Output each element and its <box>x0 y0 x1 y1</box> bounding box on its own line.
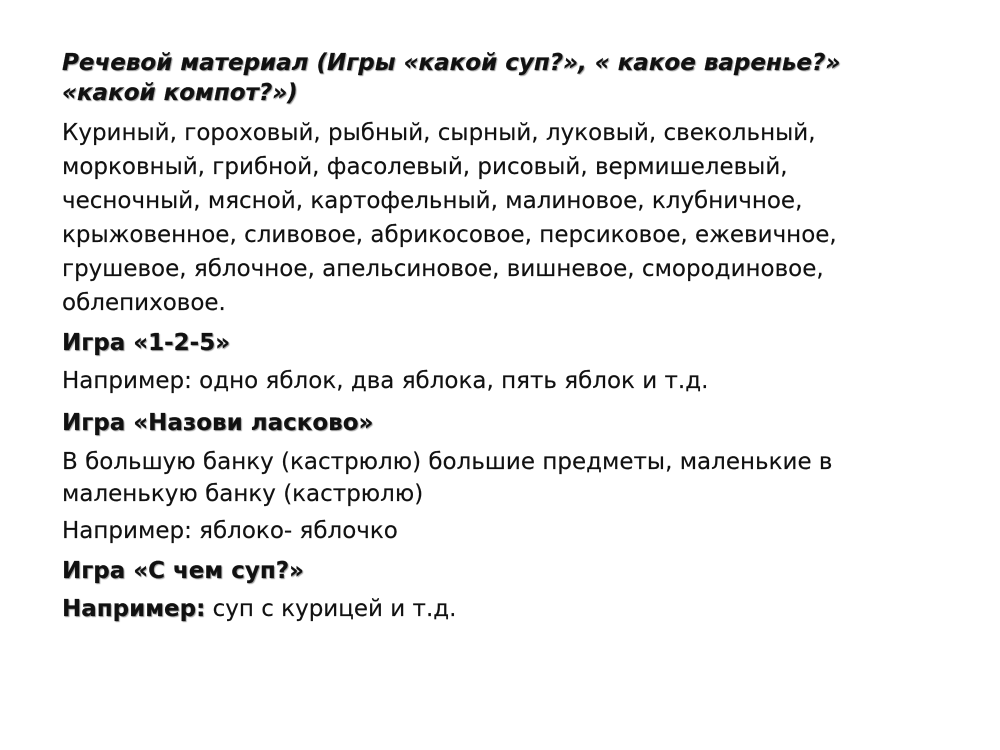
title-line-2: «какой компот?») <box>62 80 298 106</box>
word-list <box>62 116 962 320</box>
game-2-description <box>62 446 962 510</box>
word-list-line: облепиховое. <box>62 290 226 316</box>
game-3-example <box>62 594 962 624</box>
game-2-description-line-1: В большую банку (кастрюлю) большие предметы, маленькие в <box>62 449 833 475</box>
game-2-example: Например: яблоко- яблочко <box>62 518 398 544</box>
game-3-heading: Игра «С чем суп?» <box>62 558 304 584</box>
game-2-description-line-2: маленькую банку (кастрюлю) <box>62 481 424 507</box>
word-list-line: Куриный, гороховый, рыбный, сырный, луковый, свекольный, <box>62 120 816 146</box>
game-2-heading: Игра «Назови ласково» <box>62 410 374 436</box>
game-3-example-text: суп с курицей и т.д. <box>205 596 457 622</box>
slide-title <box>62 48 962 108</box>
title-line-1: Речевой материал (Игры «какой суп?», « какое варенье?» <box>62 50 841 76</box>
slide-content <box>62 48 962 624</box>
game-1-heading: Игра «1-2-5» <box>62 330 231 356</box>
word-list-line: крыжовенное, сливовое, абрикосовое, персиковое, ежевичное, <box>62 222 837 248</box>
word-list-line: грушевое, яблочное, апельсиновое, вишневое, смородиновое, <box>62 256 824 282</box>
game-3-example-label: Например: <box>62 596 206 622</box>
word-list-line: морковный, грибной, фасолевый, рисовый, вермишелевый, <box>62 154 788 180</box>
word-list-line: чесночный, мясной, картофельный, малиновое, клубничное, <box>62 188 803 214</box>
game-1-example: Например: одно яблок, два яблока, пять яблок и т.д. <box>62 368 709 394</box>
